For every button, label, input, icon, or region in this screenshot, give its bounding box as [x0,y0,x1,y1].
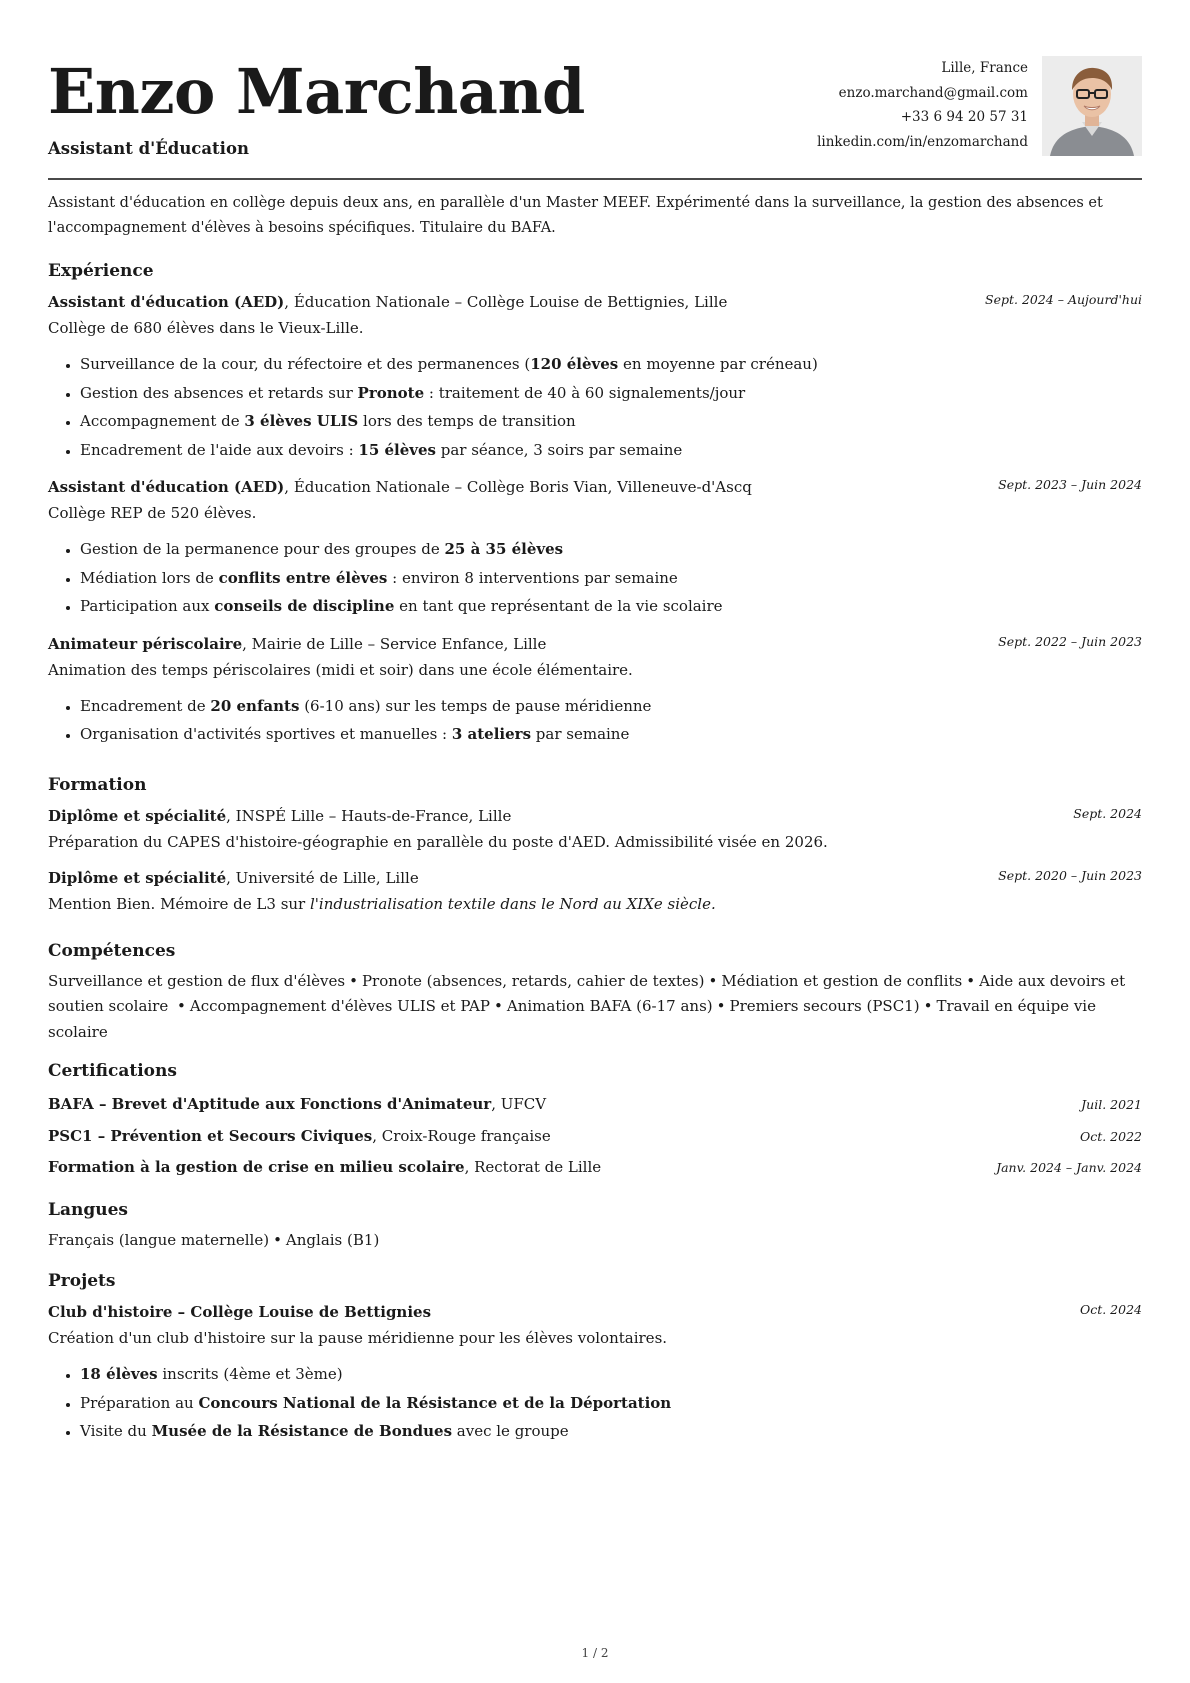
section-title: Projets [48,1271,116,1291]
section-projects [48,1271,1142,1446]
profile-summary: Assistant d'éducation en collège depuis deux ans, en parallèle d'un Master MEEF. Expérimenté dans la surveillance, la gestion des absences et l'accompagnement d'élèves à besoins spécifiques. Titulaire du BAFA. [48,195,1103,236]
entry-dates: Oct. 2024 [1079,1302,1142,1317]
contact-block [817,56,1028,154]
skill-item: Surveillance et gestion de flux d'élèves [48,971,346,990]
section-education [48,775,1142,917]
list-item: • Visite du Musée de la Résistance de Bondues avec le groupe [80,1417,1142,1446]
resume-header [48,0,1142,178]
entry-dates: Sept. 2020 – Juin 2023 [998,867,1142,883]
entry-description: Préparation du CAPES d'histoire-géographie en parallèle du poste d'AED. Admissibilité visée en 2026. [48,832,828,851]
list-item: • Encadrement de l'aide aux devoirs : 15 élèves par séance, 3 soirs par semaine [80,436,1142,465]
skill-item: Médiation et gestion de conflits [721,971,963,990]
entry-org: , Mairie de Lille – Service Enfance, Lille [242,634,547,653]
section-languages [48,1200,1142,1254]
entry-dates: Sept. 2023 – Juin 2024 [998,477,1142,492]
entry-heading [48,803,1142,829]
entry-role: Animateur périscolaire [48,634,243,653]
entry-description: Collège REP de 520 élèves. [48,504,257,522]
experience-entry [48,631,1142,749]
section-title: Expérience [48,261,154,281]
skills-list: Surveillance et gestion de flux d'élèves • Pronote (absences, retards, cahier de textes) • Médiation et gestion de conflits • Aide aux devoirs et soutien scolaire • Accompagnement d'élèves ULIS et PAP • Animation BAFA (6-17 ans) • Premiers secours (PSC1) • Travail en équipe vie scolaire [48,971,1126,1041]
project-entry [48,1299,1142,1446]
section-title: Langues [48,1199,128,1220]
section-skills [48,941,1142,1046]
list-item: • Participation aux conseils de discipline en tant que représentant de la vie scolaire [80,592,1142,621]
entry-dates: Juil. 2021 [1081,1097,1142,1112]
certification-row: BAFA – Brevet d'Aptitude aux Fonctions d'Animateur, UFCV Juil. 2021 [48,1089,1142,1121]
list-item: • 18 élèves inscrits (4ème et 3ème) [80,1360,1142,1389]
entry-dates: Sept. 2024 [1073,805,1142,821]
list-item: • Médiation lors de conflits entre élèves : environ 8 interventions par semaine [80,564,1142,593]
list-item: • Organisation d'activités sportives et manuelles : 3 ateliers par semaine [80,720,1142,749]
profile-photo [1042,56,1142,156]
resume-page [48,0,1142,1456]
language-item: Français (langue maternelle) [48,1230,270,1249]
entry-degree: Diplôme et spécialité [48,806,227,825]
section-experience [48,261,1142,749]
list-item: • Gestion des absences et retards sur Pronote : traitement de 40 à 60 signalements/jour [80,379,1142,408]
profile-photo-image [1042,56,1142,156]
entry-dates: Janv. 2024 – Janv. 2024 [996,1160,1142,1175]
entry-heading [48,289,1142,315]
skill-item: Travail en équipe vie scolaire [48,997,1096,1041]
entry-description: Collège de 680 élèves dans le Vieux-Lille. [48,319,364,337]
entry-heading [48,631,1142,657]
contact-email[interactable]: enzo.marchand@gmail.com [838,84,1028,101]
entry-heading [48,1299,1142,1325]
experience-entry [48,289,1142,464]
skill-item: Animation BAFA (6-17 ans) [506,997,713,1015]
candidate-name: Enzo Marchand [48,55,585,128]
entry-bullets [48,535,1142,621]
section-certifications [48,1061,1142,1184]
entry-heading [48,474,1142,500]
contact-location: Lille, France [941,60,1028,76]
list-item: • Surveillance de la cour, du réfectoire et des permanences (120 élèves en moyenne par créneau) [80,350,1142,379]
contact-phone: +33 6 94 20 57 31 [900,109,1028,125]
entry-description: Animation des temps périscolaires (midi et soir) dans une école élémentaire. [48,660,633,679]
language-item: Anglais (B1) [285,1230,380,1249]
entry-heading [48,865,1142,891]
list-item: • Préparation au Concours National de la Résistance et de la Déportation [80,1389,1142,1418]
skill-item: Pronote (absences, retards, cahier de textes) [361,971,705,990]
education-entry [48,803,1142,855]
certification-row: PSC1 – Prévention et Secours Civiques, Croix-Rouge française Oct. 2022 [48,1121,1142,1153]
contact-linkedin[interactable]: linkedin.com/in/enzomarchand [817,133,1028,150]
section-title: Formation [48,774,147,795]
skill-item: Aide aux devoirs et soutien scolaire [48,971,1126,1015]
entry-degree: Diplôme et spécialité [48,868,227,887]
entry-description: Mention Bien. Mémoire de L3 sur l'industrialisation textile dans le Nord au XIXe siècle. [48,894,716,913]
entry-dates: Oct. 2022 [1079,1128,1142,1144]
entry-role: Assistant d'éducation (AED) [48,478,285,496]
skill-item: Premiers secours (PSC1) [729,997,920,1015]
entry-dates: Sept. 2022 – Juin 2023 [998,633,1142,649]
list-item: • Accompagnement de 3 élèves ULIS lors des temps de transition [80,407,1142,436]
section-title: Compétences [48,940,176,961]
section-title: Certifications [48,1061,177,1081]
entry-school: , Université de Lille, Lille [226,868,419,887]
list-item: • Encadrement de 20 enfants (6-10 ans) sur les temps de pause méridienne [80,692,1142,721]
entry-bullets [48,350,1142,464]
entry-description: Création d'un club d'histoire sur la pause méridienne pour les élèves volontaires. [48,1329,668,1347]
entry-role: Assistant d'éducation (AED) [48,293,285,311]
skill-item: Accompagnement d'élèves ULIS et PAP [189,997,490,1015]
languages-list: Français (langue maternelle) • Anglais (B1) [48,1230,380,1249]
job-title: Assistant d'Éducation [48,139,249,158]
experience-entry [48,474,1142,621]
entry-school: , INSPÉ Lille – Hauts-de-France, Lille [226,806,512,825]
project-name: Club d'histoire – Collège Louise de Bettignies [48,1303,432,1321]
entry-dates: Sept. 2024 – Aujourd'hui [985,292,1142,307]
certification-row: Formation à la gestion de crise en milieu scolaire, Rectorat de Lille Janv. 2024 – Janv. 2024 [48,1152,1142,1184]
header-divider [48,178,1142,180]
entry-org: , Éducation Nationale – Collège Boris Vian, Villeneuve-d'Ascq [284,478,752,496]
entry-org: , Éducation Nationale – Collège Louise de Bettignies, Lille [284,293,728,311]
list-item: • Gestion de la permanence pour des groupes de 25 à 35 élèves [80,535,1142,564]
entry-bullets [48,692,1142,749]
page-number: 1 / 2 [581,1646,609,1660]
entry-bullets [48,1360,1142,1446]
education-entry [48,865,1142,917]
